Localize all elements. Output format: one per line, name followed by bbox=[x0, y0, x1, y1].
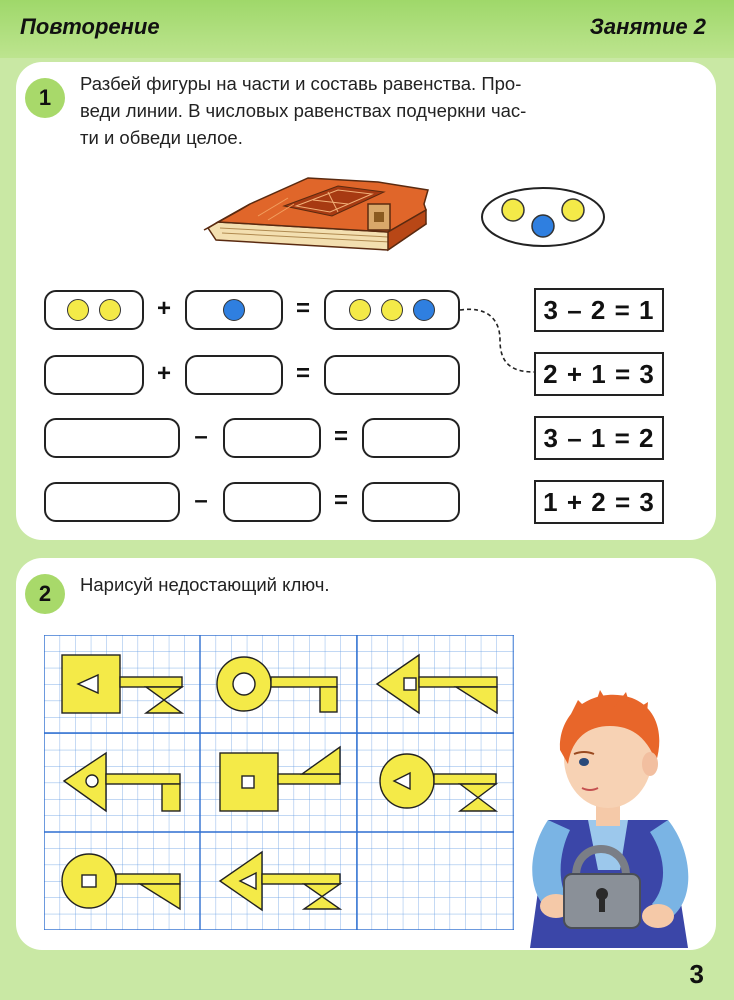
yellow-dot bbox=[349, 299, 371, 321]
part-box-1[interactable] bbox=[223, 418, 321, 458]
boy-with-padlock-illustration bbox=[508, 680, 708, 948]
task-1-text-line: ти и обведи целое. bbox=[80, 127, 243, 148]
equals-sign: = bbox=[333, 487, 348, 514]
operator: + bbox=[156, 360, 171, 387]
whole-box[interactable] bbox=[44, 418, 180, 458]
operator: + bbox=[156, 295, 171, 322]
task-2-number: 2 bbox=[25, 574, 65, 614]
yellow-dot bbox=[502, 199, 524, 221]
section-title: Повторение bbox=[20, 14, 160, 39]
part-box-2[interactable] bbox=[185, 290, 283, 330]
whole-box[interactable] bbox=[44, 482, 180, 522]
yellow-dot bbox=[562, 199, 584, 221]
task-1-text-line: веди линии. В числовых равенствах подчеркни час- bbox=[80, 100, 527, 121]
part-box-2[interactable] bbox=[362, 482, 460, 522]
connector-line bbox=[458, 300, 538, 380]
key-puzzle-grid[interactable] bbox=[44, 635, 514, 930]
blue-dot bbox=[413, 299, 435, 321]
book-illustration bbox=[188, 176, 438, 258]
operator: – bbox=[194, 423, 208, 450]
yellow-dot bbox=[381, 299, 403, 321]
blue-dot bbox=[532, 215, 554, 237]
equation-box[interactable]: 1 + 2 = 3 bbox=[534, 480, 664, 524]
task-1-text bbox=[80, 70, 700, 151]
equals-sign: = bbox=[333, 423, 348, 450]
page-number: 3 bbox=[689, 959, 704, 989]
equals-sign: = bbox=[295, 360, 310, 387]
equation-box[interactable]: 3 – 1 = 2 bbox=[534, 416, 664, 460]
task-1-number: 1 bbox=[25, 78, 65, 118]
task-1-text-line: Разбей фигуры на части и составь равенства. Про- bbox=[80, 73, 522, 94]
yellow-dot bbox=[67, 299, 89, 321]
part-box-1[interactable] bbox=[223, 482, 321, 522]
equals-sign: = bbox=[295, 295, 310, 322]
part-box-1[interactable] bbox=[44, 290, 144, 330]
equation-box[interactable]: 3 – 2 = 1 bbox=[534, 288, 664, 332]
whole-oval bbox=[480, 186, 606, 248]
blue-dot bbox=[223, 299, 245, 321]
whole-box[interactable] bbox=[324, 290, 460, 330]
page-header bbox=[0, 0, 734, 58]
task-2-text: Нарисуй недостающий ключ. bbox=[80, 574, 330, 595]
yellow-dot bbox=[99, 299, 121, 321]
equation-box[interactable]: 2 + 1 = 3 bbox=[534, 352, 664, 396]
lesson-title: Занятие 2 bbox=[589, 14, 706, 39]
whole-box[interactable] bbox=[324, 355, 460, 395]
operator: – bbox=[194, 487, 208, 514]
part-box-2[interactable] bbox=[362, 418, 460, 458]
part-box-1[interactable] bbox=[44, 355, 144, 395]
part-box-2[interactable] bbox=[185, 355, 283, 395]
